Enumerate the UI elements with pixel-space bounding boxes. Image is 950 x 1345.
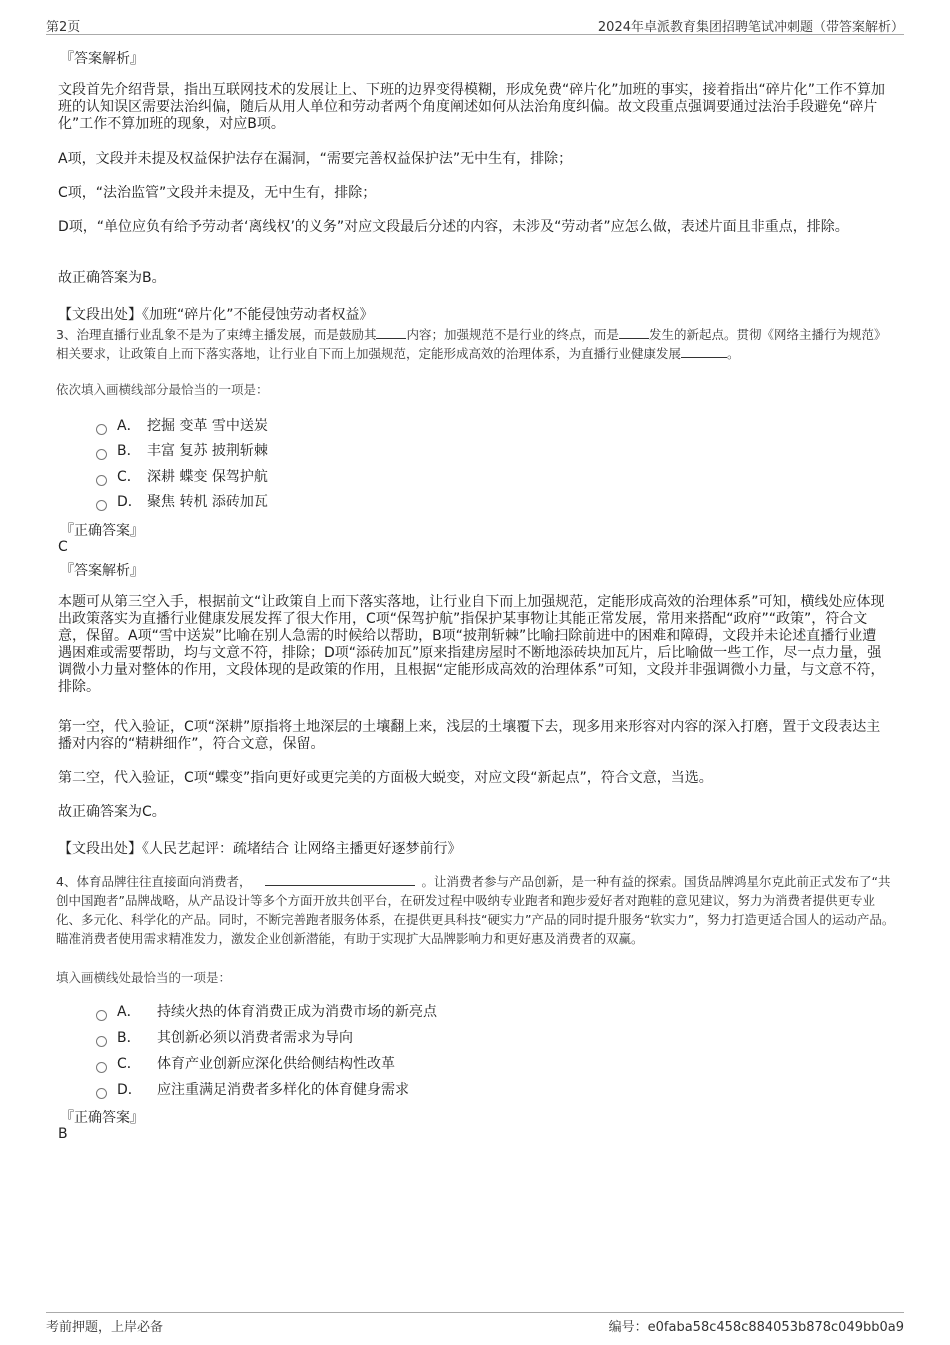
q3-analysis-paragraph-2: 第一空，代入验证，C项“深耕”原指将土地深层的土壤翻上来，浅层的土壤覆下去，现多用来形容对内容的深入打磨，置于文段表达主播对内容的“精耕细作”，符合文意，保留。 — [58, 719, 881, 752]
document-code: 编号：e0faba58c458c884053b878c049bb0a9 — [608, 1320, 904, 1335]
page-footer — [46, 1312, 904, 1335]
document-title: 2024年卓派教育集团招聘笔试冲刺题（带答案解析） — [597, 20, 904, 35]
q2-analysis-option-a: A项，文段并未提及权益保护法存在漏洞，“需要完善权益保护法”无中生有，排除； — [58, 151, 573, 167]
q2-analysis-heading: 『答案解析』 — [60, 51, 144, 67]
q4-option-a[interactable]: A． 持续火热的体育消费正成为消费市场的新亮点 — [96, 1001, 437, 1021]
q3-analysis-heading: 『答案解析』 — [60, 563, 144, 579]
radio-icon[interactable] — [96, 1010, 107, 1021]
q4-option-d[interactable]: D． 应注重满足消费者多样化的体育健身需求 — [96, 1079, 409, 1099]
radio-icon[interactable] — [96, 1062, 107, 1073]
q3-stem: 3、治理直播行业乱象不是为了束缚主播发展，而是鼓励其 内容；加强规范不是行业的终点，而是 发生的新起点。贯彻《网络主播行为规范》相关要求，让政策自上而下落实落地，让行业自下而上加强规范，定能形成高效的治理体系，为直播行业健康发展 。 — [56, 327, 887, 361]
radio-icon[interactable] — [96, 449, 107, 460]
q2-analysis-paragraph: 文段首先介绍背景，指出互联网技术的发展让上、下班的边界变得模糊，形成免费“碎片化”加班的事实，接着指出“碎片化”工作不算加班的认知误区需要法治纠偏，随后从用人单位和劳动者两个角度阐述如何从法治角度纠偏。故文段重点强调要通过法治手段避免“碎片化”工作不算加班的现象，对应B项。 — [58, 82, 886, 132]
q3-blank-2 — [619, 325, 649, 339]
q2-source: 【文段出处】《加班“碎片化”不能侵蚀劳动者权益》 — [58, 307, 374, 323]
q3-conclusion: 故正确答案为C。 — [58, 804, 166, 820]
q4-prompt: 填入画横线处最恰当的一项是： — [56, 970, 232, 985]
q2-analysis-option-d: D项，“单位应负有给予劳动者‘离线权’的义务”对应文段最后分述的内容，未涉及“劳动者”应怎么做，表述片面且非重点，排除。 — [58, 219, 849, 235]
q3-option-c[interactable]: C． 深耕 蝶变 保驾护航 — [96, 466, 268, 486]
q4-answer: B — [58, 1126, 68, 1142]
q3-analysis-paragraph-1: 本题可从第三空入手，根据前文“让政策自上而下落实落地，让行业自下而上加强规范，定能形成高效的治理体系”可知，横线处应体现出政策落实为直播行业健康发展发挥了很大作用，C项“保驾护航”指保护某事物让其能正常发展，常用来搭配“政府”“政策”，符合文意，保留。A项“雪中送炭”比喻在别人急需的时候给以帮助，B项“披荆斩棘”比喻扫除前进中的困难和障碍，文段并未论述直播行业遭遇困难或需要帮助，均与文意不符，排除；D项“添砖加瓦”原来指建房屋时不断地添砖块加瓦片，后比喻做一些工作，尽一点力量，强调微小力量对整体的作用，文段体现的是政策的作用，且根据“定能形成高效的治理体系”可知，文段并非强调微小力量，与文意不符，排除。 — [58, 594, 885, 695]
page-number: 第2页 — [46, 20, 81, 35]
q4-option-c[interactable]: C． 体育产业创新应深化供给侧结构性改革 — [96, 1053, 395, 1073]
footer-slogan: 考前押题，上岸必备 — [46, 1320, 164, 1335]
q3-answer-heading: 『正确答案』 — [60, 523, 144, 539]
q4-blank — [265, 872, 415, 886]
q2-conclusion: 故正确答案为B。 — [58, 270, 166, 286]
q3-prompt: 依次填入画横线部分最恰当的一项是： — [56, 382, 269, 397]
q4-stem: 4、体育品牌往往直接面向消费者， 。让消费者参与产品创新，是一种有益的探索。国货品牌鸿星尔克此前正式发布了“共创中国跑者”品牌战略，从产品设计等多个方面开放共创平台，在研发过程中吸纳专业跑者和跑步爱好者对跑鞋的意见建议，努力为消费者提供更专业化、多元化、科学化的产品。同时，不断完善跑者服务体系，在提供更具科技“硬实力”产品的同时提升服务“软实力”，努力打造更适合国人的运动产品。瞄准消费者使用需求精准发力，激发企业创新潜能，有助于实现扩大品牌影响力和更好惠及消费者的双赢。 — [56, 874, 895, 946]
q3-answer: C — [58, 539, 68, 555]
q2-analysis-option-c: C项，“法治监管”文段并未提及，无中生有，排除； — [58, 185, 377, 201]
q3-analysis-paragraph-3: 第二空，代入验证，C项“蝶变”指向更好或更完美的方面极大蜕变，对应文段“新起点”，符合文意，当选。 — [58, 770, 713, 786]
q3-option-d[interactable]: D． 聚焦 转机 添砖加瓦 — [96, 491, 268, 511]
q3-option-a[interactable]: A． 挖掘 变革 雪中送炭 — [96, 415, 268, 435]
radio-icon[interactable] — [96, 500, 107, 511]
radio-icon[interactable] — [96, 1088, 107, 1099]
page-header — [46, 14, 904, 35]
q4-option-b[interactable]: B． 其创新必须以消费者需求为导向 — [96, 1027, 353, 1047]
radio-icon[interactable] — [96, 1036, 107, 1047]
q3-blank-3 — [681, 344, 727, 358]
q4-answer-heading: 『正确答案』 — [60, 1110, 144, 1126]
radio-icon[interactable] — [96, 475, 107, 486]
q3-option-b[interactable]: B． 丰富 复苏 披荆斩棘 — [96, 440, 268, 460]
q3-blank-1 — [376, 325, 406, 339]
q3-source: 【文段出处】《人民艺起评：疏堵结合 让网络主播更好逐梦前行》 — [58, 841, 462, 857]
radio-icon[interactable] — [96, 424, 107, 435]
